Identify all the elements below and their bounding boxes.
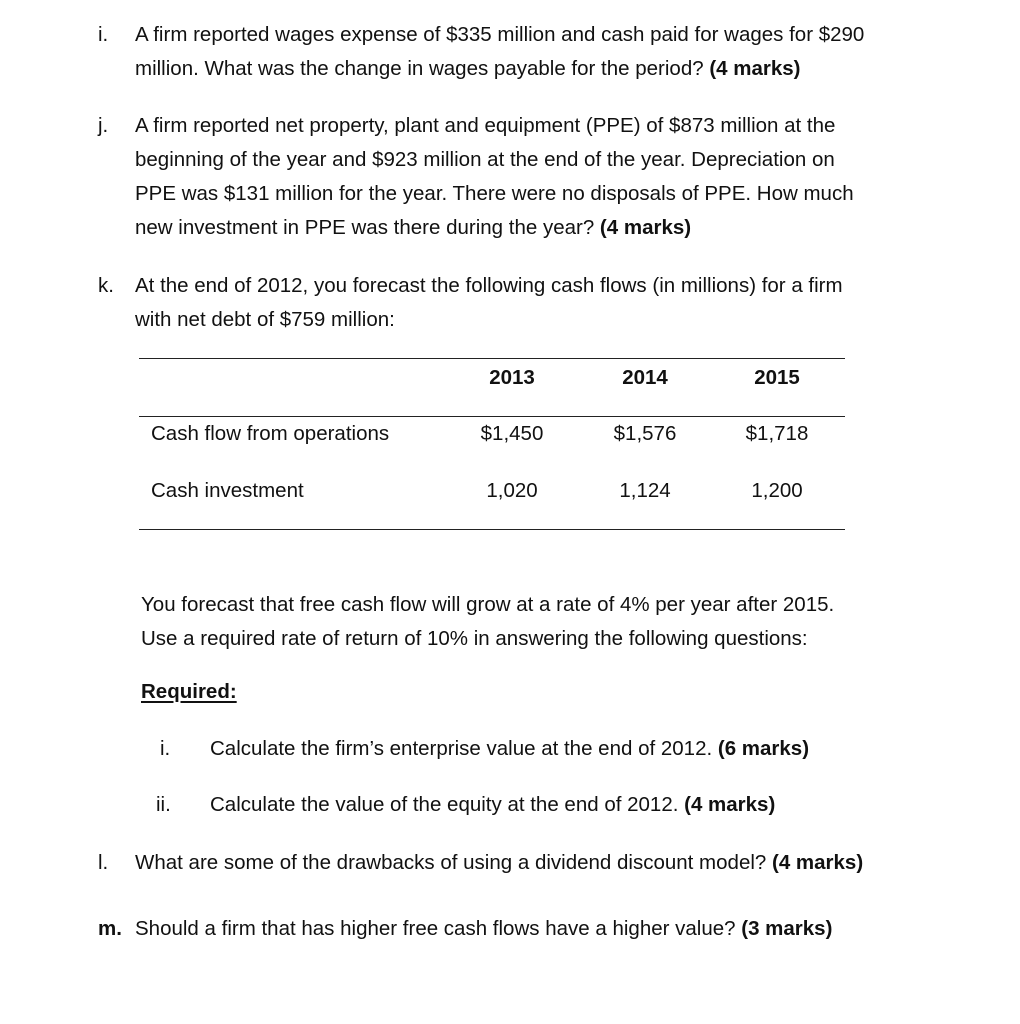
forecast-paragraph xyxy=(141,588,991,656)
question-line: with net debt of $759 million: xyxy=(135,308,395,331)
table-cell: $1,576 xyxy=(613,422,677,445)
marks: (4 marks) xyxy=(709,57,801,80)
marks: (3 marks) xyxy=(741,917,833,940)
question-label: i. xyxy=(98,23,109,46)
table-cell: 1,020 xyxy=(486,479,538,502)
required-heading: Required: xyxy=(141,680,237,703)
table-bottom-rule xyxy=(139,529,845,530)
question-label: k. xyxy=(98,274,114,297)
marks: (6 marks) xyxy=(717,737,810,760)
marks: (4 marks) xyxy=(599,216,692,239)
marks: (4 marks) xyxy=(772,851,864,874)
row-label: Cash flow from operations xyxy=(151,422,390,445)
required-item-text xyxy=(210,737,809,761)
table-top-rule xyxy=(139,358,845,359)
year-header: 2014 xyxy=(622,366,668,389)
paragraph-line: Use a required rate of return of 10% in answering the following questions: xyxy=(141,627,808,650)
question-line: A firm reported net property, plant and equipment (PPE) of $873 million at the xyxy=(135,114,836,137)
question-line: PPE was $131 million for the year. There were no disposals of PPE. How much xyxy=(135,182,854,205)
required-item-text xyxy=(210,793,775,817)
row-label: Cash investment xyxy=(151,479,304,502)
year-header: 2015 xyxy=(754,366,800,389)
question-text xyxy=(135,912,995,946)
question-text xyxy=(135,18,995,86)
question-label: l. xyxy=(98,851,109,874)
question-line: A firm reported wages expense of $335 million and cash paid for wages for $290 xyxy=(135,23,865,46)
required-item-label: i. xyxy=(160,737,171,760)
question-label: j. xyxy=(98,114,109,137)
cash-flow-table xyxy=(139,358,845,532)
question-text xyxy=(135,109,995,245)
question-line: At the end of 2012, you forecast the following cash flows (in millions) for a firm xyxy=(135,274,843,297)
question-text xyxy=(135,269,995,337)
question-line: What are some of the drawbacks of using a dividend discount model? xyxy=(135,851,767,874)
table-cell: 1,200 xyxy=(751,479,803,502)
required-item-label: ii. xyxy=(156,793,171,816)
question-line: million. What was the change in wages payable for the period? xyxy=(135,57,704,80)
marks: (4 marks) xyxy=(684,793,776,816)
table-cell: $1,450 xyxy=(480,422,544,445)
paragraph-line: You forecast that free cash flow will grow at a rate of 4% per year after 2015. xyxy=(141,593,835,616)
question-label: m. xyxy=(98,917,122,940)
year-header: 2013 xyxy=(489,366,535,389)
question-line: beginning of the year and $923 million at the end of the year. Depreciation on xyxy=(135,148,835,171)
question-text xyxy=(135,846,995,880)
table-cell: 1,124 xyxy=(619,479,671,502)
table-cell: $1,718 xyxy=(745,422,809,445)
question-line: new investment in PPE was there during the year? xyxy=(135,216,595,239)
table-header-rule xyxy=(139,416,845,417)
question-line: Should a firm that has higher free cash flows have a higher value? xyxy=(135,917,736,940)
required-item-body: Calculate the firm’s enterprise value at the end of 2012. xyxy=(210,737,713,760)
required-item-body: Calculate the value of the equity at the end of 2012. xyxy=(210,793,679,816)
